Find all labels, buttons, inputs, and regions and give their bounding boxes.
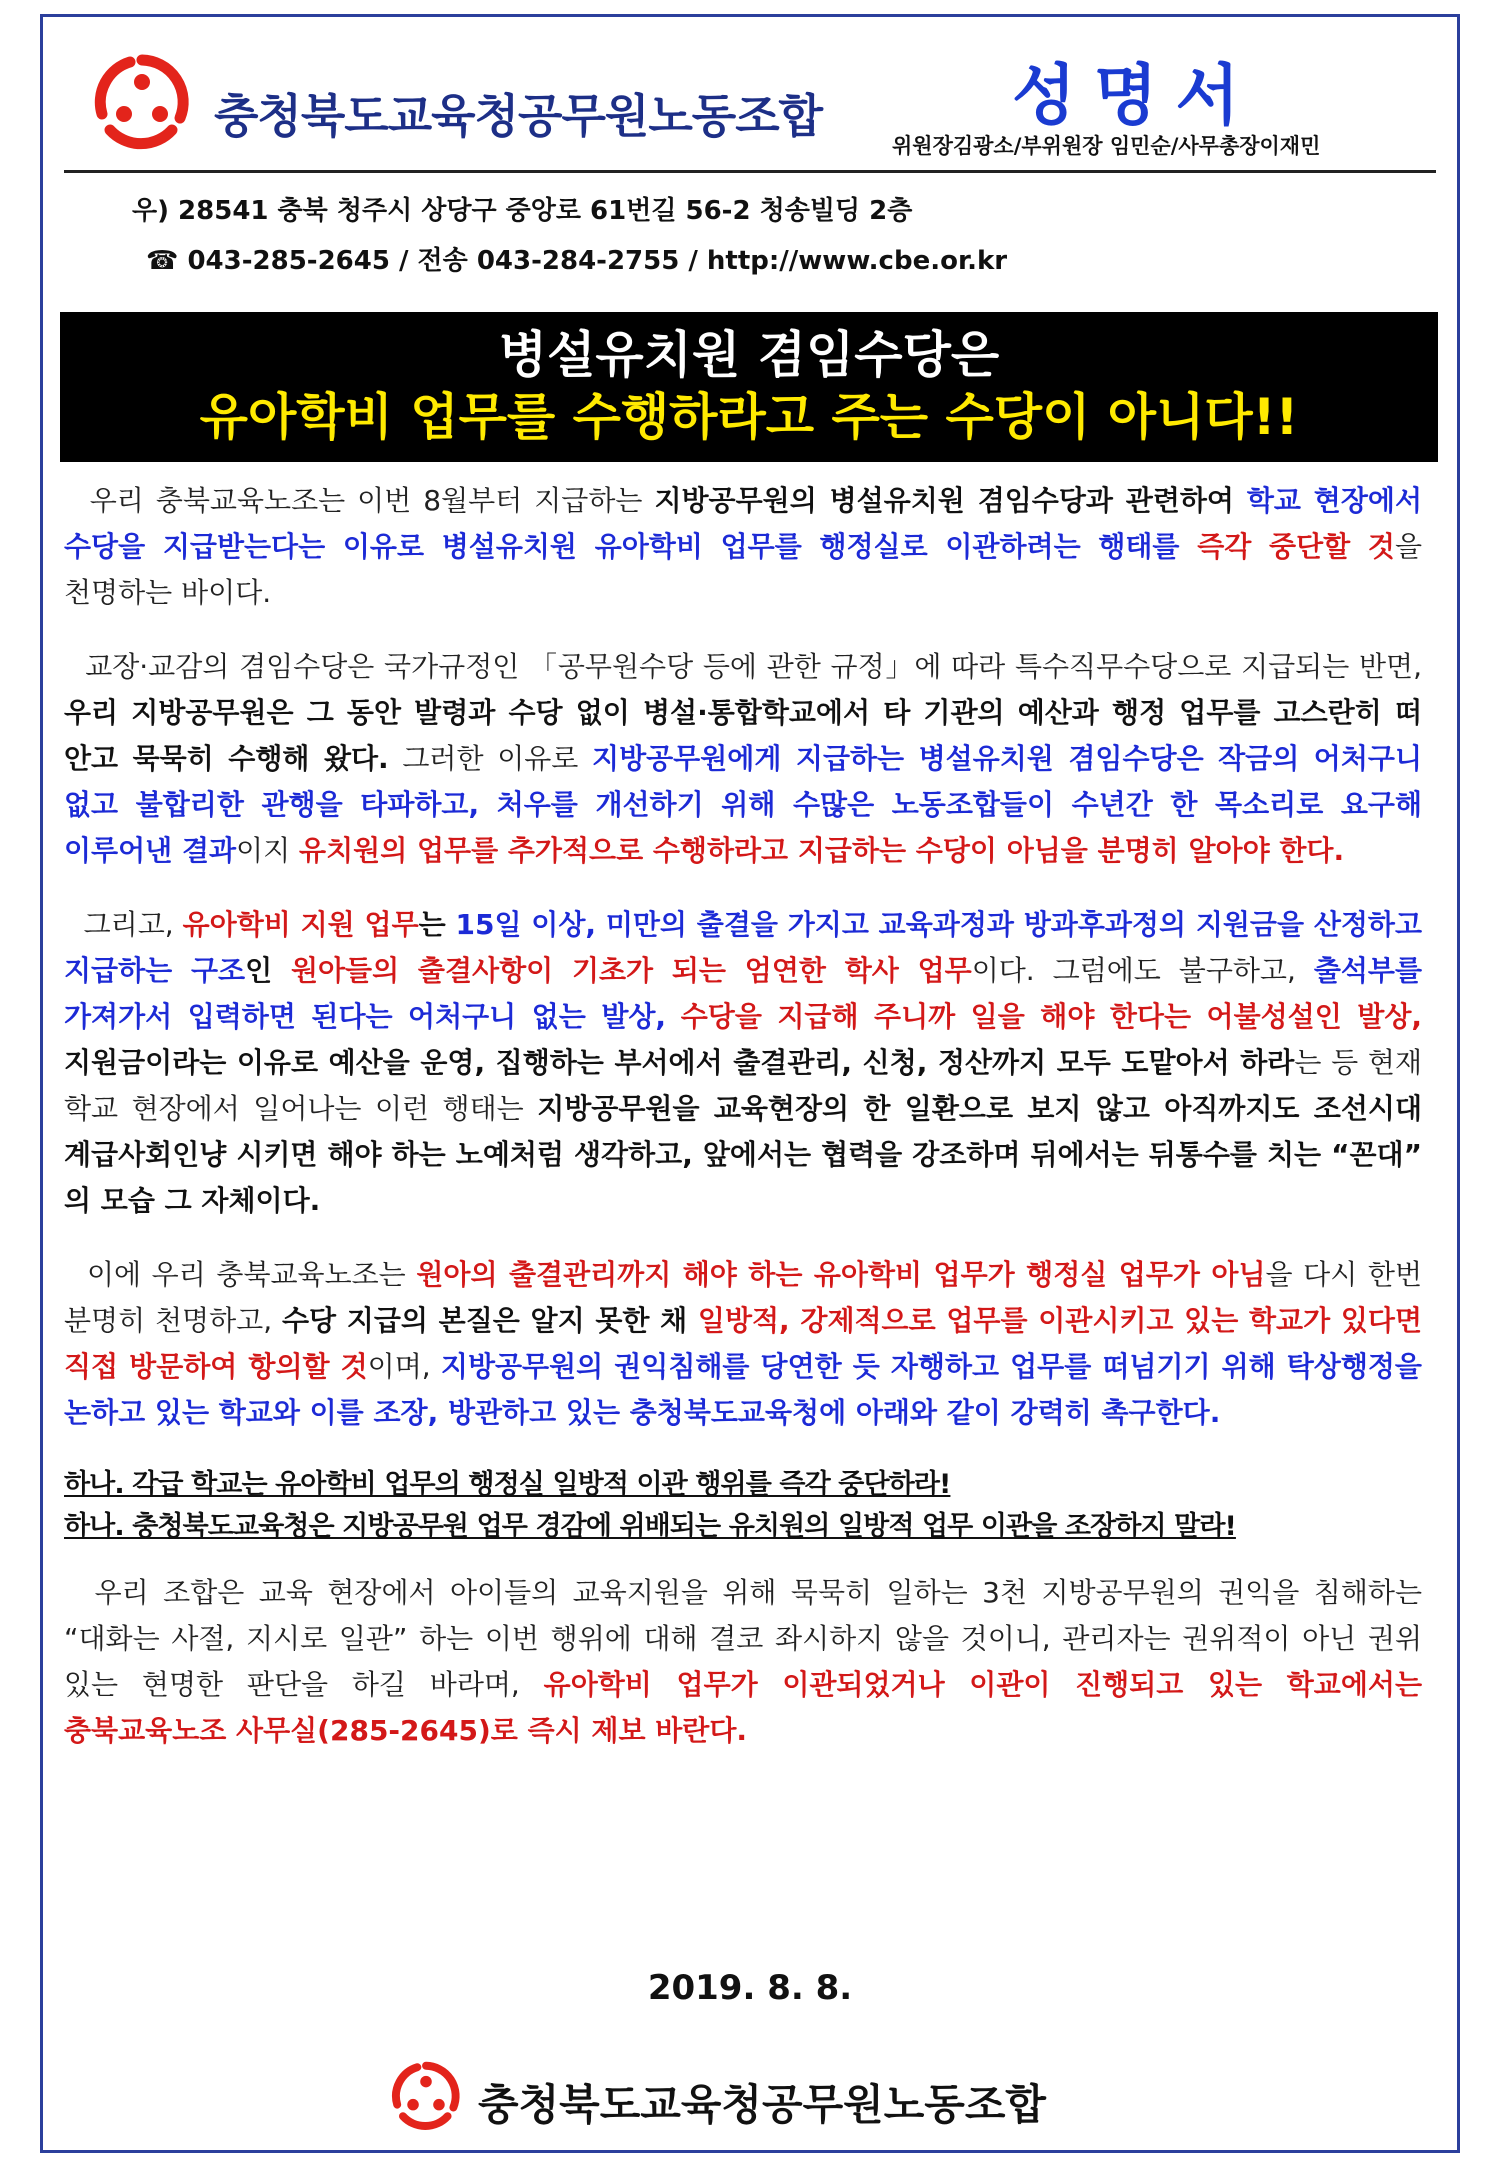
header-divider [64,170,1436,173]
text-run: 이다. 그럼에도 불구하고, [971,954,1314,987]
text-run: 원아들의 출결사항이 기초가 되는 엄연한 학사 업무 [290,954,972,987]
text-run: 유아학비 업무가 이관되었거나 이관이 진행되고 있는 학교에서는 충북교육노조 사무실(285-2645)로 즉시 제보 바란다. [64,1668,1422,1747]
org-name: 충청북도교육청공무원노동조합 [214,89,823,143]
text-run: 출석부를 가져가서 입력하면 된다는 어처구니 없는 발상, [64,954,1423,1033]
text-run: 15일 이상, 미만의 출결을 가지고 교육과정과 방과후과정의 지원금을 산정하고 지급하는 구조 [64,908,1423,987]
text-run: 인 [245,954,291,987]
text-run: 우리 조합은 교육 현장에서 아이들의 교육지원을 위해 묵묵히 일하는 3천 지방공무원의 권익을 침해하는 “대화는 사절, 지시로 일관” 하는 이번 행위에 대해 결코 좌시하지 않을 것이니, 관리자는 권위적이 아닌 권위 있는 현명한 판단을 하길 바라며, [64,1576,1423,1701]
statement-title: 성명서 [1012,56,1258,134]
phone-icon: ☎ [146,246,179,276]
text-run: 학교 현장에서 수당을 지급받는다는 이유로 병설유치원 유아학비 업무를 행정실로 이관하려는 행태를 [64,484,1422,563]
text-run: 수당 지급의 본질은 알지 못한 채 [281,1304,698,1337]
text-run: 이며, [367,1350,441,1383]
footer-logo-icon [390,2060,462,2132]
text-run: 유치원의 업무를 추가적으로 수행하라고 지급하는 수당이 아님을 분명히 알아야 한다. [299,834,1345,867]
text-run: 교장·교감의 겸임수당은 국가규정인 「공무원수당 등에 관한 규정」에 따라 특수직무수당으로 지급되는 반면, [85,650,1423,683]
text-run: 수당을 지급해 주니까 일을 해야 한다는 어불성설인 발상, [680,1000,1422,1033]
paragraph-3 [64,902,1422,1224]
text-run: 우리 충북교육노조는 이번 8월부터 지급하는 [89,484,655,517]
text-run: 이에 우리 충북교육노조는 [86,1258,417,1291]
text-run: 을 천명하는 바이다. [64,530,1422,609]
text-run: 지방공무원을 교육현장의 한 일환으로 보지 않고 아직까지도 조선시대 계급사회인냥 시키면 해야 하는 노예처럼 생각하고, 앞에서는 협력을 강조하며 뒤에서는 뒤통수를 치는 “꼰대” 의 모습 그 자체이다. [64,1092,1422,1217]
headline-line-1: 병설유치원 겸임수당은 [498,326,1000,384]
footer-org-name: 충청북도교육청공무원노동조합 [478,2080,1047,2129]
text-run: 우리 지방공무원은 그 동안 발령과 수당 없이 병설·통합학교에서 타 기관의 예산과 행정 업무를 고스란히 떠 안고 묵묵히 수행해 왔다. [64,696,1422,775]
letterhead [64,34,1436,166]
contact-line [146,240,1007,277]
paragraph-4 [64,1252,1422,1436]
resolutions [64,1464,1422,1548]
text-run: 이지 [236,834,300,867]
resolution-2: 하나. 충청북도교육청은 지방공무원 업무 경감에 위배되는 유치원의 일방적 업무 이관을 조장하지 말라! [64,1511,1236,1542]
text-run: 원아의 출결관리까지 해야 하는 유아학비 업무가 행정실 업무가 아님 [416,1258,1266,1291]
text-run: 그리고, [83,908,183,941]
text-run: 유아학비 지원 업무 [182,908,419,941]
resolution-1: 하나. 각급 학교는 유아학비 업무의 행정실 일방적 이관 행위를 즉각 중단하라! [64,1469,951,1500]
text-run: 일방적, 강제적으로 업무를 이관시키고 있는 학교가 있다면 직접 방문하여 항의할 것 [64,1304,1422,1383]
address-line: 우) 28541 충북 청주시 상당구 중앙로 61번길 56-2 청송빌딩 2층 [132,196,913,226]
text-run: 지방공무원의 권익침해를 당연한 듯 자행하고 업무를 떠넘기기 위해 탁상행정을 논하고 있는 학교와 이를 조장, 방관하고 있는 충청북도교육청에 아래와 같이 강력히 촉구한다. [64,1350,1422,1429]
text-run: 지방공무원에게 지급하는 병설유치원 겸임수당은 작금의 어처구니 없고 불합리한 관행을 타파하고, 처우를 개선하기 위해 수많은 노동조합들이 수년간 한 목소리로 요구해 이루어낸 결과 [64,742,1422,867]
text-run: 는 [418,908,456,941]
contact-text: 043-285-2645 / 전송 043-284-2755 / http://www.cbe.or.kr [187,246,1008,276]
paragraph-5 [64,1570,1422,1754]
text-run: 즉각 중단할 것 [1197,530,1395,563]
statement-body [64,478,1422,1782]
text-run: 지원금이라는 이유로 예산을 운영, 집행하는 부서에서 출결관리, 신청, 정산까지 모두 도맡아서 하라 [64,1046,1295,1079]
headline-banner [60,312,1438,462]
headline-line-2: 유아학비 업무를 수행하라고 주는 수당이 아니다!! [199,388,1299,446]
paragraph-1 [64,478,1422,616]
text-run [666,1000,681,1033]
paragraph-2 [64,644,1422,874]
statement-date: 2019. 8. 8. [647,1968,853,2008]
text-run: 을 다시 한번 분명히 천명하고, [64,1258,1422,1337]
text-run: 는 등 현재 학교 현장에서 일어나는 이런 행태는 [64,1046,1422,1125]
union-logo-icon [92,52,192,152]
text-run: 지방공무원의 병설유치원 겸임수당과 관련하여 [654,484,1247,517]
text-run: 그러한 이유로 [388,742,593,775]
officers-line: 위원장김광소/부위원장 임민순/사무총장이재민 [892,134,1321,158]
